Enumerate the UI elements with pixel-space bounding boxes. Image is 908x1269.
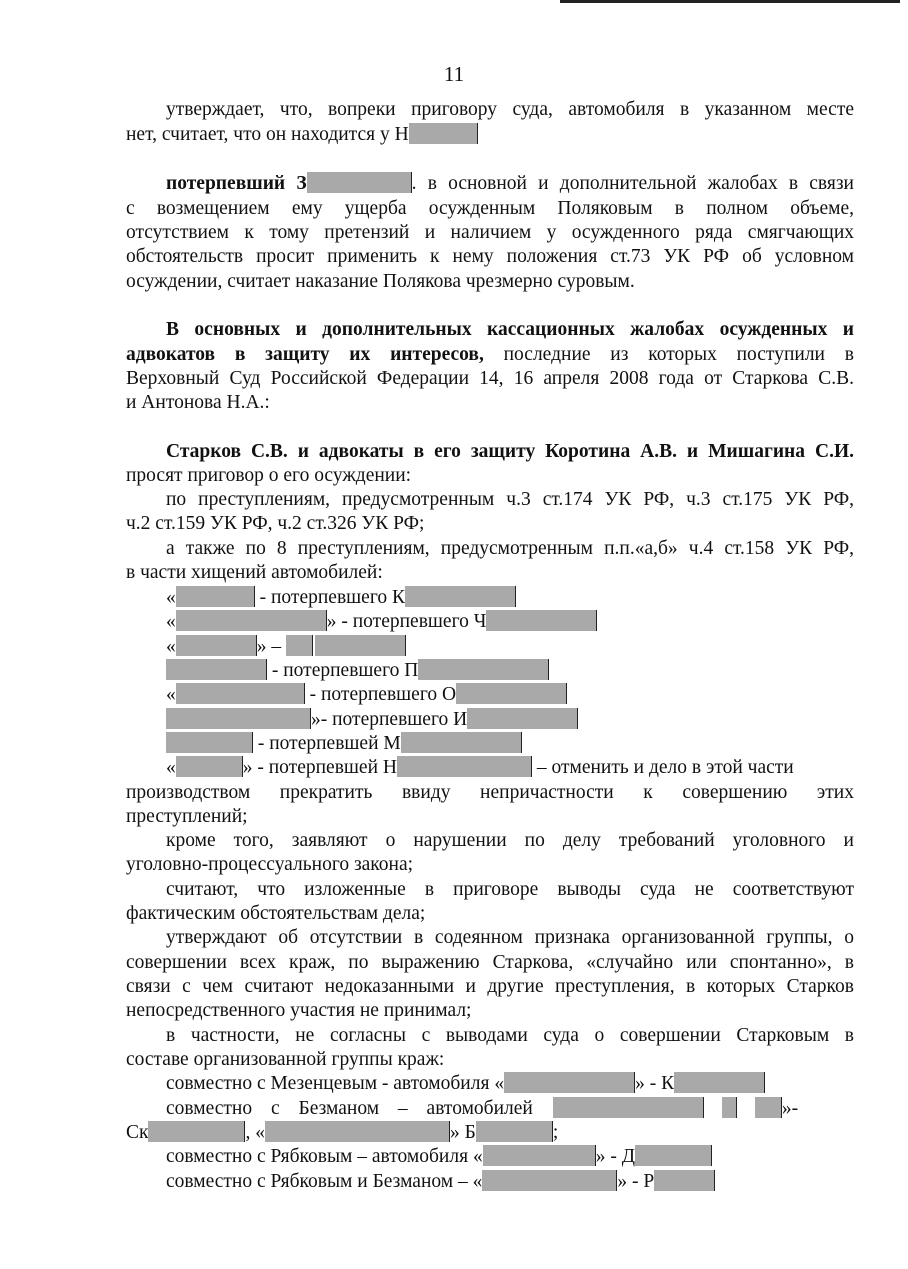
redaction [148, 1121, 245, 1142]
theft-line: совместно с Рябковым и Безманом – « » - Р [166, 1170, 854, 1194]
redaction [176, 635, 257, 656]
text-line: связи с чем считают недоказанными и другие преступления, в которых Старков [126, 976, 854, 997]
redaction [176, 756, 243, 777]
vehicle-line: - потерпевшего П [166, 659, 854, 683]
theft-line: совместно с Рябковым – автомобиля « » - Д [166, 1145, 854, 1169]
text-line: а также по 8 преступлениям, предусмотренным п.п.«а,б» ч.4 ст.158 УК РФ, [166, 538, 854, 559]
text-line: составе организованной группы краж: [126, 1049, 445, 1070]
text-line: отсутствием к тому претензий и наличием у осужденного ряда смягчающих [126, 222, 854, 243]
redaction [401, 732, 522, 753]
redaction [483, 1145, 596, 1166]
redaction [456, 683, 567, 704]
vehicle-line: « » – [166, 635, 854, 659]
redaction [409, 123, 478, 144]
redaction [286, 635, 313, 656]
redaction [176, 586, 255, 607]
redaction [674, 1072, 765, 1093]
page-number: 11 [443, 62, 465, 86]
redaction [405, 586, 516, 607]
theft-line: Ск , « » Б ; [126, 1122, 559, 1143]
vehicle-line: « - потерпевшего К [166, 586, 854, 610]
text-line: адвокатов в защиту их интересов, последние из которых поступили в [126, 344, 854, 365]
text-line: в частности, не согласны с выводами суда о совершении Старковым в [166, 1025, 854, 1046]
redaction [166, 659, 267, 680]
text-line: преступлений; [126, 806, 248, 827]
text-line: фактическим обстоятельствам дела; [126, 903, 426, 924]
text-line: осуждении, считает наказание Полякова чрезмерно суровым. [126, 271, 635, 292]
redaction [418, 659, 549, 680]
redaction [166, 708, 311, 729]
redaction [176, 683, 305, 704]
vehicle-line: »- потерпевшего И [166, 708, 854, 732]
text-line: производством прекратить ввиду непричастности к совершению этих [126, 782, 854, 803]
redaction [486, 610, 597, 631]
text-line: и Антонова Н.А.: [126, 392, 270, 413]
theft-line: совместно с Мезенцевым - автомобиля « » - К [166, 1072, 854, 1096]
text-line: утверждает, что, вопреки приговору суда, автомобиля в указанном месте [166, 99, 854, 120]
text-line: в части хищений автомобилей: [126, 562, 383, 583]
redaction [476, 1121, 553, 1142]
text-line: по преступлениям, предусмотренным ч.3 ст.174 УК РФ, ч.3 ст.175 УК РФ, [166, 489, 854, 510]
redaction [553, 1097, 704, 1118]
top-rule [560, 0, 900, 3]
redaction [265, 1121, 450, 1142]
text-line: утверждают об отсутствии в содеянном признака организованной группы, о [166, 927, 854, 948]
redaction [504, 1072, 635, 1093]
text-line: просят приговор о его осуждении: [126, 465, 412, 486]
redaction [176, 610, 327, 631]
text-line: обстоятельств просит применить к нему положения ст.73 УК РФ об условном [126, 246, 854, 267]
vehicle-line: « » - потерпевшего Ч [166, 610, 854, 634]
vehicle-line: « » - потерпевшей Н – отменить и дело в этой части [166, 757, 794, 778]
text-line: совершении всех краж, по выражению Старкова, «случайно или спонтанно», в [126, 952, 854, 973]
redaction [635, 1145, 712, 1166]
redaction [467, 708, 578, 729]
redaction [166, 732, 253, 753]
redaction [307, 172, 412, 193]
theft-line: совместно с Безманом – автомобилей »- [166, 1098, 799, 1119]
text-line: кроме того, заявляют о нарушении по делу требований уголовного и [166, 830, 854, 851]
text-line: считают, что изложенные в приговоре выводы суда не соответствуют [166, 879, 854, 900]
text-line: В основных и дополнительных кассационных жалобах осужденных и [166, 319, 854, 340]
redaction [482, 1170, 617, 1191]
text-line: непосредственного участия не принимал; [126, 1000, 472, 1021]
text-line: с возмещением ему ущерба осужденным Поляковым в полном объеме, [126, 198, 854, 219]
vehicle-line: « - потерпевшего О [166, 683, 854, 707]
text-line: нет, считает, что он находится у Н [126, 123, 854, 147]
redaction [397, 756, 532, 777]
redaction [722, 1097, 737, 1118]
text-line: уголовно-процессуального закона; [126, 854, 414, 875]
text-line: Старков С.В. и адвокаты в его защиту Коротина А.В. и Мишагина С.И. [166, 441, 854, 462]
redaction [315, 635, 406, 656]
vehicle-line: - потерпевшей М [166, 732, 854, 756]
text-line: потерпевший З . в основной и дополнительной жалобах в связи [166, 173, 854, 194]
text-line: ч.2 ст.159 УК РФ, ч.2 ст.326 УК РФ; [126, 513, 425, 534]
redaction [654, 1170, 715, 1191]
redaction [755, 1097, 782, 1118]
text-line: Верховный Суд Российской Федерации 14, 16 апреля 2008 года от Старкова С.В. [126, 368, 854, 389]
